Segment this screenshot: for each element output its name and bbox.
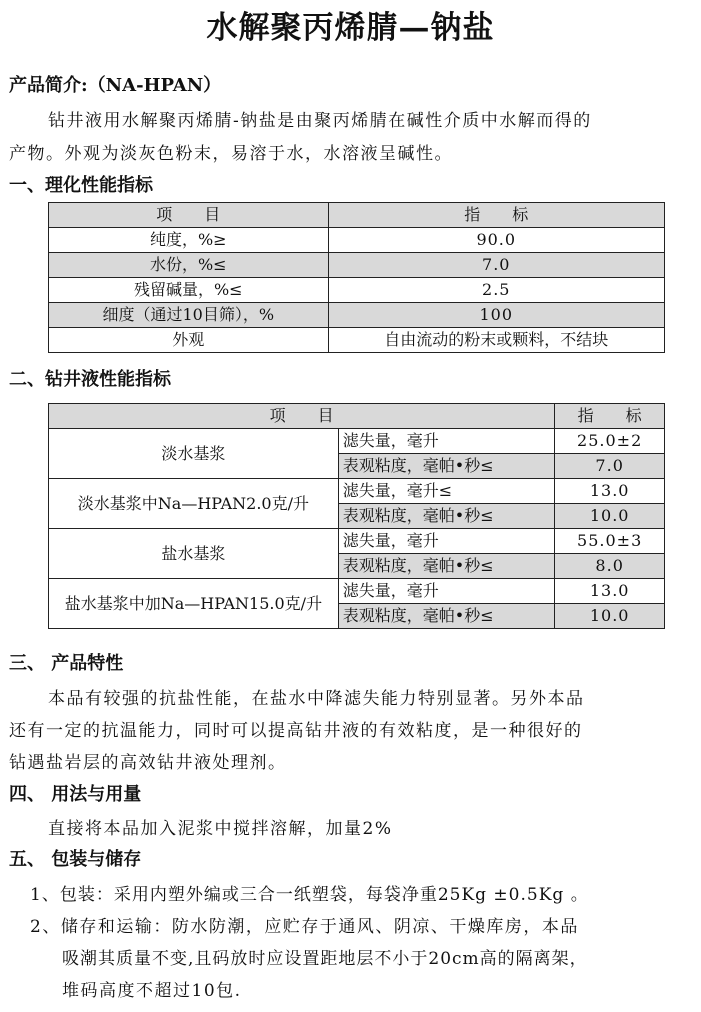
- param-cell: 滤失量，毫升: [338, 579, 555, 604]
- value-cell: 13.0: [555, 479, 665, 504]
- param-cell: 滤失量，毫升: [338, 429, 555, 454]
- param-cell: 滤失量，毫升: [338, 529, 555, 554]
- drilling-fluid-table: [48, 403, 665, 629]
- section4-heading: 四、 用法与用量: [9, 784, 142, 805]
- section5-line-4: 堆码高度不超过10包.: [62, 981, 242, 1001]
- section5-line-3: 吸潮其质量不变,且码放时应设置距地层不小于20cm高的隔离架，: [62, 949, 588, 969]
- table-row: [49, 579, 665, 604]
- group-name: 盐水基浆: [49, 529, 339, 579]
- param-cell: 表观粘度，毫帕•秒≤: [338, 604, 555, 629]
- value-cell: 10.0: [555, 504, 665, 529]
- header-spec: 指 标: [555, 404, 665, 429]
- section5-line-2: 2、储存和运输：防水防潮，应贮存于通风、阴凉、干燥库房，本品: [30, 917, 579, 937]
- value-cell: 55.0±3: [555, 529, 665, 554]
- value-cell: 自由流动的粉末或颗料，不结块: [328, 328, 665, 353]
- value-cell: 25.0±2: [555, 429, 665, 454]
- group-name: 淡水基浆: [49, 429, 339, 479]
- section3-line-3: 钻遇盐岩层的高效钻井液处理剂。: [9, 753, 287, 773]
- table-row: [49, 429, 665, 454]
- intro-line-1: 钻井液用水解聚丙烯腈-钠盐是由聚丙烯腈在碱性介质中水解而得的: [48, 111, 592, 131]
- header-item: 项 目: [49, 203, 329, 228]
- param-cell: 表观粘度，毫帕•秒≤: [338, 554, 555, 579]
- intro-heading: 产品简介:（NA-HPAN）: [9, 75, 222, 96]
- physicochemical-table: [48, 202, 665, 353]
- table-row: [49, 328, 665, 353]
- item-cell: 水份，%≤: [49, 253, 329, 278]
- table-row: [49, 253, 665, 278]
- section3-line-1: 本品有较强的抗盐性能，在盐水中降滤失能力特别显著。另外本品: [48, 689, 585, 709]
- value-cell: 7.0: [555, 454, 665, 479]
- section5-heading: 五、 包装与储存: [9, 849, 142, 870]
- intro-line-2: 产物。外观为淡灰色粉末，易溶于水，水溶液呈碱性。: [9, 144, 453, 164]
- header-item: 项 目: [49, 404, 555, 429]
- group-name: 淡水基浆中Na—HPAN2.0克/升: [49, 479, 339, 529]
- table-row: [49, 529, 665, 554]
- table-row: [49, 479, 665, 504]
- value-cell: 13.0: [555, 579, 665, 604]
- item-cell: 纯度，%≥: [49, 228, 329, 253]
- table-row: [49, 303, 665, 328]
- value-cell: 10.0: [555, 604, 665, 629]
- value-cell: 7.0: [328, 253, 665, 278]
- header-spec: 指 标: [328, 203, 665, 228]
- value-cell: 100: [328, 303, 665, 328]
- value-cell: 2.5: [328, 278, 665, 303]
- value-cell: 8.0: [555, 554, 665, 579]
- param-cell: 滤失量，毫升≤: [338, 479, 555, 504]
- section1-heading: 一、理化性能指标: [9, 175, 153, 196]
- param-cell: 表观粘度，毫帕•秒≤: [338, 454, 555, 479]
- value-cell: 90.0: [328, 228, 665, 253]
- section3-line-2: 还有一定的抗温能力，同时可以提高钻井液的有效粘度，是一种很好的: [9, 721, 583, 741]
- item-cell: 外观: [49, 328, 329, 353]
- group-name: 盐水基浆中加Na—HPAN15.0克/升: [49, 579, 339, 629]
- section3-heading: 三、 产品特性: [9, 653, 124, 674]
- section4-line-1: 直接将本品加入泥浆中搅拌溶解，加量2%: [48, 819, 393, 839]
- section5-line-1: 1、包装：采用内塑外编或三合一纸塑袋，每袋净重25Kg ±0.5Kg 。: [30, 885, 589, 905]
- section2-heading: 二、钻井液性能指标: [9, 369, 171, 390]
- param-cell: 表观粘度，毫帕•秒≤: [338, 504, 555, 529]
- table-row: [49, 278, 665, 303]
- item-cell: 细度（通过10目筛），%: [49, 303, 329, 328]
- table-header-row: [49, 404, 665, 429]
- table-row: [49, 228, 665, 253]
- item-cell: 残留碱量，%≤: [49, 278, 329, 303]
- document-title: 水解聚丙烯腈—钠盐: [206, 10, 495, 46]
- table-header-row: [49, 203, 665, 228]
